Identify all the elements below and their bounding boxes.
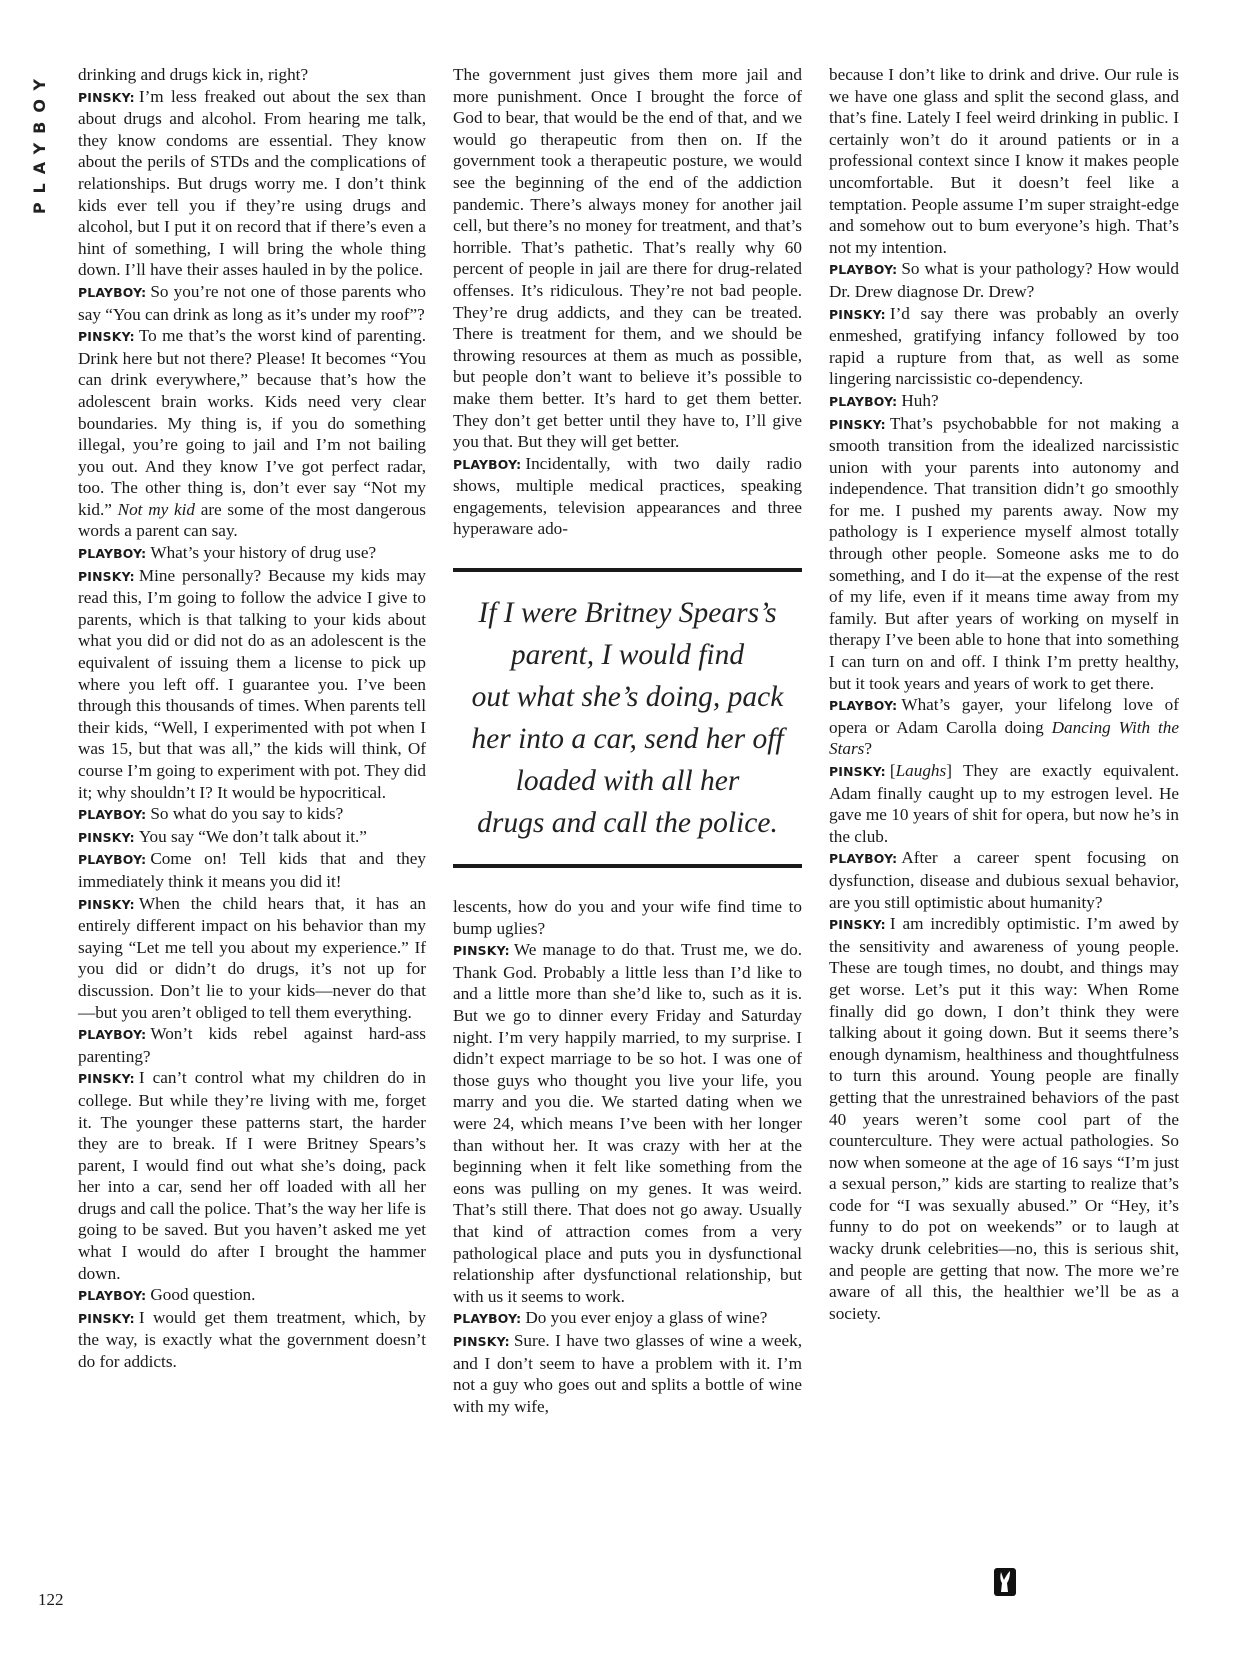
article-paragraph <box>829 694 1179 760</box>
article-paragraph <box>453 939 802 1307</box>
paragraph-text: drinking and drugs kick in, right? <box>78 65 309 84</box>
speaker-label: PINSKY: <box>78 1310 135 1326</box>
speaker-label: PLAYBOY: <box>829 698 898 714</box>
italic-text: Not my kid <box>117 499 195 519</box>
article-paragraph <box>78 325 426 542</box>
paragraph-text: What’s gayer, your lifelong love of opera or Adam Carolla doing <box>829 695 1179 737</box>
article-paragraph <box>453 64 802 453</box>
paragraph-text: Sure. I have two glasses of wine a week, and I don’t seem to have a problem with it. I’m not a guy who goes out and splits a bottle of wine with my wife, <box>453 1330 802 1416</box>
article-paragraph <box>829 64 1179 258</box>
paragraph-text: I am incredibly optimistic. I’m awed by the sensitivity and awareness of young people. These are tough times, no doubt, and things may get worse. Let’s put it this way: When Rome finally did go down, I don’t think they were talking about it going down. But it seems there’s enough dynamism, healthiness and thoughtfulness to turn this around. Young people are finally getting that the unrestrained behaviors of the past 40 years weren’t some cool part of the counterculture. They were actual pathologies. So now when someone at the age of 16 says “I’m just a sexual person,” kids are starting to realize that’s code for “I was sexually abused.” Or “Hey, it’s funny to do pot on weekends” or to laugh at wacky drunk celebrities—no, this is serious shit, and people are getting that now. The more we’re aware of all this, the healthier we’ll be as a society. <box>829 914 1179 1323</box>
article-paragraph <box>829 258 1179 302</box>
paragraph-text: The government just gives them more jail and more punishment. Once I brought the force of God to bear, that would be the end of that, and we would go therapeutic from then on. If the government took a therapeutic posture, we would see the beginning of the end of the addiction pandemic. There’s always money for another jail cell, but there’s no money for treatment, and that’s horrible. That’s pathetic. That’s really why 60 percent of people in jail are there for drug-related offenses. It’s ridiculous. They’re not bad people. They’re drug addicts, and they can be treated. There is treatment for them, and we should be throwing resources at them as much as possible, but people don’t want to believe it’s possible to make them better. It’s hard to get them better. They don’t get better until they have to, I’ll give you that. But they will get better. <box>453 65 802 452</box>
italic-text: Dancing With the Stars <box>829 717 1179 759</box>
paragraph-text: Huh? <box>901 390 939 410</box>
speaker-label: PLAYBOY: <box>453 1311 522 1327</box>
article-paragraph <box>78 281 426 325</box>
paragraph-text: Mine personally? Because my kids may read this, I’m going to follow the advice I give to parents, which is that talking to your kids about what you did or did not do as an adolescent is the equivalent of issuing them a license to pick up where you left off. I guarantee you. I’ve been through this thousands of times. When parents tell their kids, “Well, I experimented with pot when I was 15, but that was all,” the kids will think, Of course I’m going to experiment with pot. They did it; why shouldn’t I? It would be hypocritical. <box>78 565 426 802</box>
speaker-label: PINSKY: <box>829 764 886 779</box>
paragraph-text: What’s your history of drug use? <box>150 543 377 563</box>
article-paragraph <box>453 1307 802 1330</box>
paragraph-text: I’d say there was probably an overly enmeshed, gratifying infancy followed by too rapid a rupture from that, as well as some lingering narcissistic co-dependency. <box>829 303 1179 389</box>
speaker-label: PLAYBOY: <box>78 852 147 868</box>
pull-quote-line: out what she’s doing, pack <box>471 681 784 714</box>
article-paragraph <box>78 1307 426 1373</box>
pull-quote-line: If I were Britney Spears’s <box>478 597 777 630</box>
paragraph-text: After a career spent focusing on dysfunction, disease and dubious sexual behavior, are you still optimistic about humanity? <box>829 848 1179 912</box>
column-2-bottom <box>453 896 802 1417</box>
paragraph-text: [ <box>889 761 896 780</box>
pull-quote-line: drugs and call the police. <box>477 807 778 840</box>
article-paragraph <box>453 1330 802 1417</box>
paragraph-text: lescents, how do you and your wife find time to bump uglies? <box>453 897 802 938</box>
pull-quote <box>453 568 802 868</box>
paragraph-text: Good question. <box>150 1285 256 1305</box>
article-paragraph <box>829 390 1179 413</box>
speaker-label: PINSKY: <box>78 568 135 584</box>
article-paragraph <box>78 1284 426 1307</box>
speaker-label: PLAYBOY: <box>78 1027 147 1043</box>
paragraph-text: I would get them treatment, which, by the way, is exactly what the government doesn’t do for addicts. <box>78 1307 426 1372</box>
speaker-label: PLAYBOY: <box>829 262 898 278</box>
speaker-label: PINSKY: <box>829 416 886 432</box>
article-paragraph <box>78 64 426 86</box>
paragraph-text: Do you ever enjoy a glass of wine? <box>525 1308 768 1328</box>
speaker-label: PLAYBOY: <box>78 807 147 823</box>
article-paragraph <box>78 542 426 565</box>
speaker-label: PINSKY: <box>453 943 510 959</box>
paragraph-text: So what is your pathology? How would Dr. Drew diagnose Dr. Drew? <box>829 259 1179 301</box>
article-paragraph <box>78 565 426 804</box>
magazine-side-label: PLAYBOY <box>30 70 49 215</box>
article-paragraph <box>78 86 426 281</box>
speaker-label: PLAYBOY: <box>453 456 522 472</box>
article-paragraph <box>78 803 426 826</box>
speaker-label: PLAYBOY: <box>829 393 898 409</box>
speaker-label: PLAYBOY: <box>78 1288 147 1304</box>
paragraph-text: Won’t kids rebel against hard-ass parenting? <box>78 1024 426 1066</box>
paragraph-text: I can’t control what my children do in college. But while they’re living with me, forget it. The younger these patterns start, the harder they are to break. If I were Britney Spears’s parent, I would find out what she’s doing, pack her into a car, send her off loaded with all her drugs and call the police. That’s the way her life is going to be saved. But you haven’t asked me yet what I would do after I brought the hammer down. <box>78 1068 426 1283</box>
column-2 <box>453 64 802 1417</box>
paragraph-text: That’s psychobabble for not making a smooth transition from the idealized narcissistic union with your parents into autonomy and independence. That transition didn’t go smoothly for me. I pushed my parents away. Now my pathology is I experience myself almost totally through other people. Someone asks me to do something, and I do it—at the expense of the rest of my life, even if it means time away from my family. But after years of working on myself in therapy I’ve been able to hone that into something I can turn on and off. I think I’m pretty healthy, but it took years and years of work to get there. <box>829 413 1179 693</box>
paragraph-text: So what do you say to kids? <box>150 804 344 824</box>
speaker-label: PINSKY: <box>829 306 886 322</box>
article-paragraph <box>829 413 1179 695</box>
speaker-label: PINSKY: <box>78 829 135 845</box>
speaker-label: PLAYBOY: <box>78 284 147 300</box>
speaker-label: PINSKY: <box>78 1071 135 1087</box>
paragraph-text: So you’re not one of those parents who say “You can drink as long as it’s under my roof”? <box>78 281 426 324</box>
paragraph-text: Incidentally, with two daily radio shows, multiple medical practices, speaking engagements, television appearances and three hyperaware ado- <box>453 453 802 539</box>
speaker-label: PLAYBOY: <box>78 546 147 562</box>
rabbit-head-icon <box>994 1568 1016 1596</box>
speaker-label: PLAYBOY: <box>829 851 898 867</box>
column-2-top <box>453 64 802 540</box>
page-number: 122 <box>38 1590 64 1609</box>
paragraph-text: ? <box>864 739 872 759</box>
paragraph-text: We manage to do that. Trust me, we do. Thank God. Probably a little less than I’d like to and a little more than she’d like to, such as it is. But we go to dinner every Friday and Saturday night. I’m very happily married, to my surprise. I didn’t expect marriage to be so hot. I was one of those guys who thought you live your life, you marry and you die. We started dating when we were 24, which means I’ve been with her longer than without her. It was crazy with her at the beginning when it felt like something from the eons was pulling on my genes. It was weird. That’s still there. That does not go away. Usually that kind of attraction comes from a very pathological place and puts you in dysfunctional relationship after dysfunctional relationship, but with us it seems to work. <box>453 940 802 1306</box>
article-paragraph <box>829 303 1179 390</box>
paragraph-text: Come on! Tell kids that and they immediately think it means you did it! <box>78 849 426 891</box>
column-1 <box>78 64 426 1373</box>
article-paragraph <box>78 1067 426 1284</box>
column-3 <box>829 64 1179 1324</box>
paragraph-text: You say “We don’t talk about it.” <box>138 826 367 846</box>
article-paragraph <box>829 760 1179 847</box>
article-paragraph <box>78 893 426 1024</box>
paragraph-text: To me that’s the worst kind of parenting. Drink here but not there? Please! It becomes “You can drink everywhere,” because that’s how the adolescent brain works. Kids need very clear boundaries. My thing is, if you do something illegal, you’re going to jail and I’m not bailing you out. And they know I’ve got perfect radar, too. The other thing is, don’t ever say “Not my kid.” <box>78 326 426 519</box>
article-paragraph <box>78 1023 426 1067</box>
article-paragraph <box>78 826 426 849</box>
paragraph-text: ] They are exactly equivalent. Adam finally caught up to my estrogen level. He gave me 10 years of shit for opera, but now he’s in the club. <box>829 761 1179 846</box>
pull-quote-line: loaded with all her <box>515 765 740 798</box>
speaker-label: PINSKY: <box>78 89 135 105</box>
paragraph-text: When the child hears that, it has an entirely different impact on his behavior than my saying “Let me tell you about my experience.” If you did or didn’t do drugs, it’s not up for discussion. Don’t lie to your kids—never do that—but you aren’t obliged to tell them everything. <box>78 893 426 1022</box>
speaker-label: PINSKY: <box>829 917 886 933</box>
pull-quote-line: parent, I would find <box>510 639 745 672</box>
article-paragraph <box>453 453 802 540</box>
paragraph-text: are some of the most dangerous words a parent can say. <box>78 499 426 541</box>
article-paragraph <box>829 913 1179 1324</box>
italic-text: Laughs <box>895 761 947 780</box>
speaker-label: PINSKY: <box>453 1333 510 1349</box>
paragraph-text: I’m less freaked out about the sex than about drugs and alcohol. From hearing me talk, they know condoms are essential. They know about the perils of STDs and the complications of relationships. But drugs worry me. I don’t think kids ever tell you if they’re using drugs and alcohol, but I put it on record that if there’s even a hint of something, I will bring the whole thing down. I’ll have their asses hauled in by the police. <box>78 86 426 280</box>
article-paragraph <box>78 848 426 892</box>
pull-quote-line: her into a car, send her off <box>471 723 784 756</box>
speaker-label: PINSKY: <box>78 896 135 912</box>
article-paragraph <box>453 896 802 939</box>
paragraph-text: because I don’t like to drink and drive. Our rule is we have one glass and split the second glass, and that’s fine. Lately I feel weird drinking in public. I certainly won’t do it around patients or in a professional context since I know it makes people uncomfortable. But it doesn’t feel like a temptation. People assume I’m super straight-edge and somehow out to bum everyone’s high. That’s not my intention. <box>829 65 1179 257</box>
article-paragraph <box>829 847 1179 913</box>
speaker-label: PINSKY: <box>78 329 135 345</box>
